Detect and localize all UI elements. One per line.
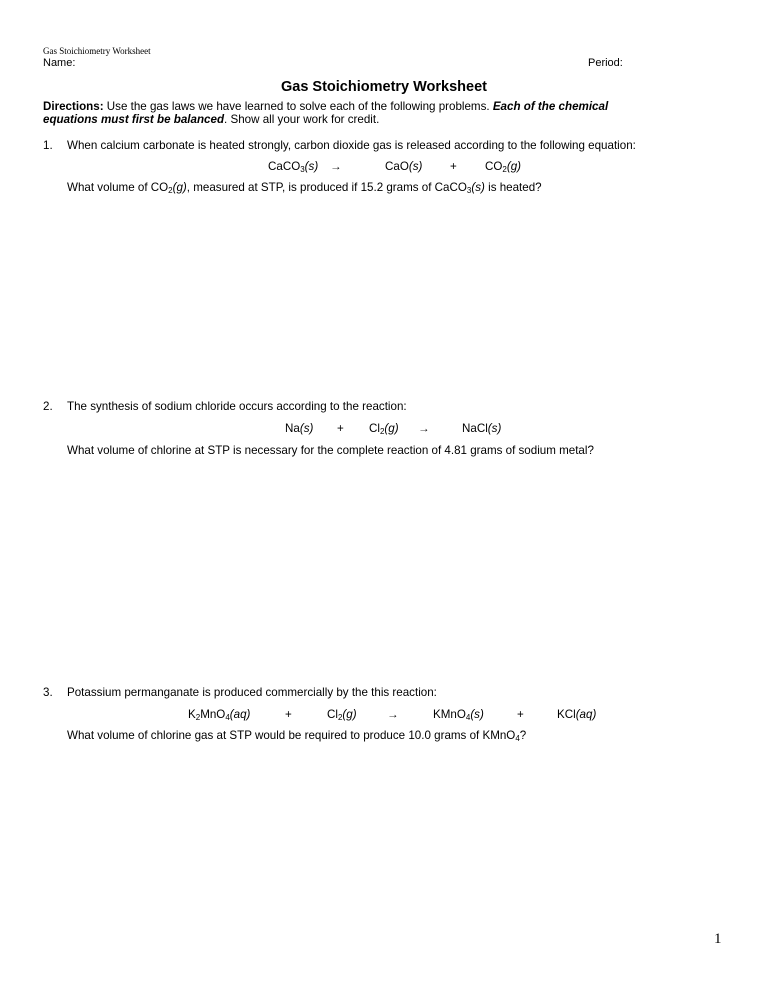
phase-label: (g) (172, 181, 187, 194)
question-prompt: The synthesis of sodium chloride occurs according to the reaction: (67, 400, 407, 413)
question-number: 1. (43, 139, 53, 152)
equation-term (268, 160, 318, 173)
directions-emphasis: Each of the chemical (492, 100, 609, 113)
subscript: 4 (515, 734, 520, 743)
text: is heated? (484, 181, 542, 194)
subscript: 2 (502, 165, 507, 174)
phase-label: (g) (506, 160, 522, 173)
directions-text-2: . Show all your work for credit. (224, 113, 380, 126)
formula: NaCl (462, 422, 488, 435)
equation-term (285, 422, 313, 435)
equation-term (327, 708, 357, 721)
formula: + (285, 708, 292, 721)
plus-sign (337, 422, 344, 435)
text: , measured at STP, is produced if 15.2 grams of CaCO (186, 181, 467, 194)
equation-term (433, 708, 484, 721)
directions-text: Use the gas laws we have learned to solve each of the following problems. (103, 100, 493, 113)
phase-label: (s) (470, 708, 484, 721)
subscript: 4 (225, 713, 230, 722)
directions-emphasis-2: equations must first be balanced (43, 113, 225, 126)
equation-term (188, 708, 250, 721)
subscript: 3 (300, 165, 305, 174)
running-header: Gas Stoichiometry Worksheet (43, 46, 151, 56)
formula: + (517, 708, 524, 721)
formula: KCl (557, 708, 576, 721)
page-title: Gas Stoichiometry Worksheet (280, 79, 488, 95)
plus-sign (285, 708, 292, 721)
phase-label: (s) (299, 422, 314, 435)
phase-label: (s) (471, 181, 485, 194)
plus-sign (517, 708, 524, 721)
equation-term (557, 708, 596, 721)
page-number: 1 (714, 931, 722, 947)
phase-label: (s) (408, 160, 423, 173)
equation-term (369, 422, 399, 435)
phase-label: (s) (304, 160, 319, 173)
subscript: 3 (466, 186, 472, 195)
question-text (67, 729, 526, 742)
question-text (67, 181, 542, 194)
question-prompt: Potassium permanganate is produced commercially by the this reaction: (67, 686, 437, 699)
formula: CaO (385, 160, 409, 173)
reaction-arrow (418, 422, 430, 435)
phase-label: (s) (487, 422, 502, 435)
formula: MnO (200, 708, 226, 721)
text: What volume of chlorine gas at STP would be required to produce 10.0 grams of KMnO (67, 729, 516, 742)
equation-term (385, 160, 422, 173)
reaction-arrow (330, 160, 342, 173)
text: What volume of CO (67, 181, 169, 194)
name-label: Name: (43, 57, 76, 69)
subscript: 2 (195, 713, 201, 722)
formula: + (450, 160, 457, 173)
subscript: 2 (337, 713, 343, 722)
formula: + (337, 422, 344, 435)
formula: CO (485, 160, 503, 173)
equation-term (485, 160, 521, 173)
formula: → (330, 160, 342, 173)
formula: K (188, 708, 196, 721)
subscript: 2 (168, 186, 173, 195)
directions-label: Directions: (43, 100, 104, 113)
question-number: 2. (43, 400, 53, 413)
subscript: 2 (379, 427, 385, 436)
question-prompt: When calcium carbonate is heated strongly, carbon dioxide gas is released according to the following equation: (67, 139, 636, 152)
plus-sign (450, 160, 457, 173)
text: ? (519, 729, 527, 742)
question-text (67, 444, 594, 457)
formula: → (418, 422, 430, 435)
formula: Na (285, 422, 300, 435)
formula: → (387, 708, 399, 721)
formula: Cl (327, 708, 338, 721)
phase-label: (aq) (575, 708, 597, 721)
phase-label: (aq) (229, 708, 251, 721)
formula: Cl (369, 422, 380, 435)
text: What volume of chlorine at STP is necessary for the complete reaction of 4.81 grams of sodium metal? (67, 444, 594, 457)
equation-term (462, 422, 501, 435)
phase-label: (g) (342, 708, 357, 721)
formula: KMnO (433, 708, 466, 721)
question-number: 3. (43, 686, 53, 699)
formula: CaCO (268, 160, 301, 173)
phase-label: (g) (384, 422, 399, 435)
directions (43, 100, 608, 126)
subscript: 4 (465, 713, 471, 722)
period-label: Period: (588, 57, 623, 69)
reaction-arrow (387, 708, 399, 721)
